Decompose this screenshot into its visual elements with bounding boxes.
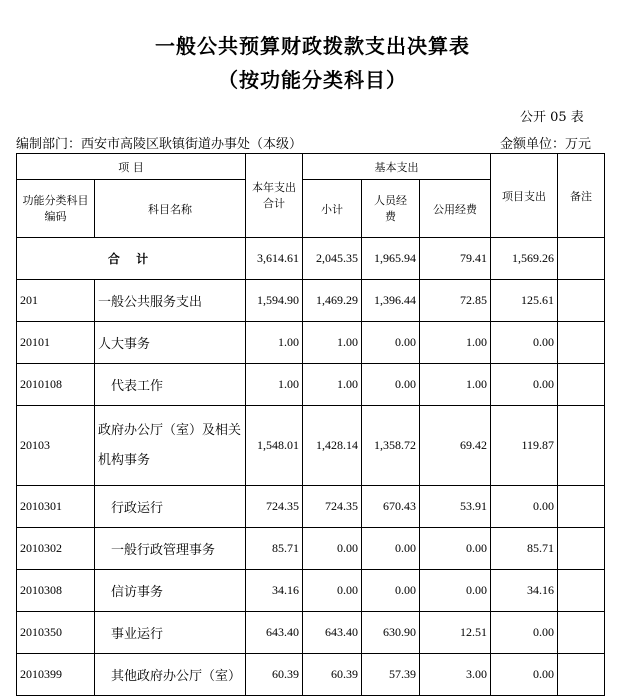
amount-public: 1.00 <box>420 322 491 364</box>
table-row <box>17 612 605 654</box>
subject-name: 信访事务 <box>95 570 246 612</box>
total-personnel: 1,965.94 <box>362 238 420 280</box>
amount-subtotal: 60.39 <box>303 654 362 696</box>
department-label: 编制部门：西安市高陵区耿镇街道办事处（本级） <box>16 137 303 152</box>
amount-project: 0.00 <box>491 364 558 406</box>
remark-cell <box>558 406 605 486</box>
amount-total: 85.71 <box>246 528 303 570</box>
subject-code: 2010308 <box>17 570 95 612</box>
table-row <box>17 280 605 322</box>
subject-code: 2010302 <box>17 528 95 570</box>
amount-total: 1.00 <box>246 364 303 406</box>
subject-name: 政府办公厅（室）及相关机构事务 <box>95 406 246 486</box>
total-public: 79.41 <box>420 238 491 280</box>
amount-subtotal: 1.00 <box>303 364 362 406</box>
header-name: 科目名称 <box>95 180 246 238</box>
subject-name: 其他政府办公厅（室） <box>95 654 246 696</box>
subject-code: 2010108 <box>17 364 95 406</box>
total-subtotal: 2,045.35 <box>303 238 362 280</box>
remark-cell <box>558 570 605 612</box>
amount-personnel: 630.90 <box>362 612 420 654</box>
header-code: 功能分类科目编码 <box>17 180 95 238</box>
subject-name: 一般公共服务支出 <box>95 280 246 322</box>
amount-subtotal: 0.00 <box>303 528 362 570</box>
table-row <box>17 570 605 612</box>
total-project: 1,569.26 <box>491 238 558 280</box>
remark-cell <box>558 654 605 696</box>
amount-project: 0.00 <box>491 486 558 528</box>
header-personnel: 人员经费 <box>362 180 420 238</box>
unit-label: 金额单位：万元 <box>500 137 592 152</box>
total-label: 合 计 <box>17 238 246 280</box>
amount-personnel: 0.00 <box>362 364 420 406</box>
header-subtotal: 小计 <box>303 180 362 238</box>
amount-subtotal: 0.00 <box>303 570 362 612</box>
amount-project: 0.00 <box>491 654 558 696</box>
amount-personnel: 1,358.72 <box>362 406 420 486</box>
report-subtitle: （按功能分类科目） <box>218 68 407 92</box>
amount-project: 0.00 <box>491 322 558 364</box>
amount-total: 1.00 <box>246 322 303 364</box>
amount-public: 1.00 <box>420 364 491 406</box>
table-row <box>17 528 605 570</box>
amount-subtotal: 643.40 <box>303 612 362 654</box>
table-row <box>17 322 605 364</box>
amount-public: 69.42 <box>420 406 491 486</box>
amount-personnel: 0.00 <box>362 322 420 364</box>
amount-public: 12.51 <box>420 612 491 654</box>
header-basic: 基本支出 <box>303 154 491 180</box>
amount-project: 34.16 <box>491 570 558 612</box>
subject-code: 2010301 <box>17 486 95 528</box>
header-remark: 备注 <box>558 154 605 238</box>
total-remark <box>558 238 605 280</box>
amount-project: 85.71 <box>491 528 558 570</box>
amount-personnel: 1,396.44 <box>362 280 420 322</box>
subject-code: 20103 <box>17 406 95 486</box>
remark-cell <box>558 322 605 364</box>
table-row <box>17 654 605 696</box>
amount-personnel: 57.39 <box>362 654 420 696</box>
amount-total: 1,548.01 <box>246 406 303 486</box>
amount-public: 0.00 <box>420 570 491 612</box>
subject-code: 2010399 <box>17 654 95 696</box>
remark-cell <box>558 528 605 570</box>
form-number: 公开 05 表 <box>520 110 584 125</box>
header-total: 本年支出合计 <box>246 154 303 238</box>
amount-project: 119.87 <box>491 406 558 486</box>
subject-name: 人大事务 <box>95 322 246 364</box>
subject-name: 事业运行 <box>95 612 246 654</box>
subject-name: 代表工作 <box>95 364 246 406</box>
total-row <box>17 238 605 280</box>
remark-cell <box>558 612 605 654</box>
amount-project: 0.00 <box>491 612 558 654</box>
amount-total: 34.16 <box>246 570 303 612</box>
amount-personnel: 0.00 <box>362 528 420 570</box>
total-amount: 3,614.61 <box>246 238 303 280</box>
amount-total: 724.35 <box>246 486 303 528</box>
report-title: 一般公共预算财政拨款支出决算表 <box>155 34 470 58</box>
table-row <box>17 364 605 406</box>
amount-total: 1,594.90 <box>246 280 303 322</box>
header-project: 项目支出 <box>491 154 558 238</box>
header-item: 项 目 <box>17 154 246 180</box>
amount-personnel: 670.43 <box>362 486 420 528</box>
amount-public: 3.00 <box>420 654 491 696</box>
header-public: 公用经费 <box>420 180 491 238</box>
subject-name: 行政运行 <box>95 486 246 528</box>
amount-subtotal: 1,428.14 <box>303 406 362 486</box>
amount-public: 0.00 <box>420 528 491 570</box>
expenditure-table <box>16 153 605 696</box>
amount-subtotal: 1.00 <box>303 322 362 364</box>
amount-project: 125.61 <box>491 280 558 322</box>
amount-public: 72.85 <box>420 280 491 322</box>
amount-subtotal: 724.35 <box>303 486 362 528</box>
remark-cell <box>558 364 605 406</box>
subject-code: 201 <box>17 280 95 322</box>
amount-total: 60.39 <box>246 654 303 696</box>
amount-total: 643.40 <box>246 612 303 654</box>
remark-cell <box>558 280 605 322</box>
table-row <box>17 486 605 528</box>
amount-public: 53.91 <box>420 486 491 528</box>
amount-personnel: 0.00 <box>362 570 420 612</box>
amount-subtotal: 1,469.29 <box>303 280 362 322</box>
table-row <box>17 406 605 486</box>
subject-name: 一般行政管理事务 <box>95 528 246 570</box>
subject-code: 20101 <box>17 322 95 364</box>
subject-code: 2010350 <box>17 612 95 654</box>
remark-cell <box>558 486 605 528</box>
